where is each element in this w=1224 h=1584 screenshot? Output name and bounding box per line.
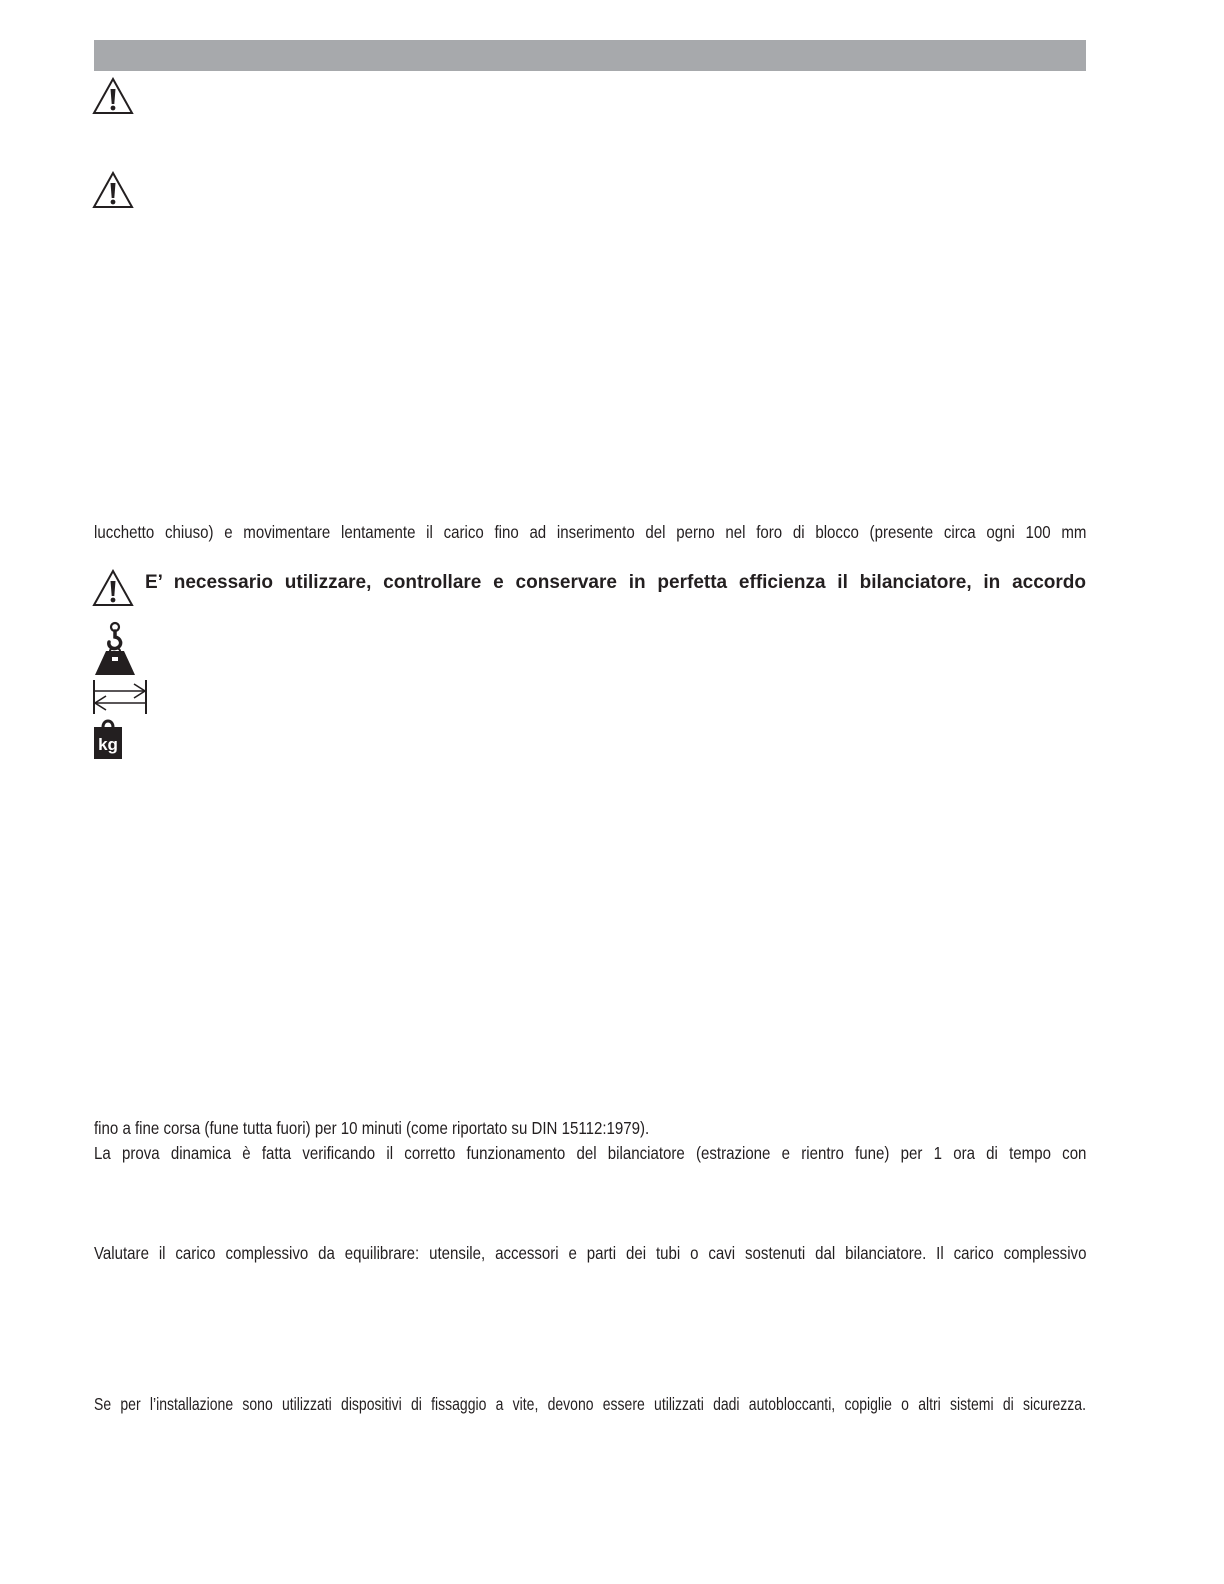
stroke-length-icon (93, 679, 149, 715)
hook-load-icon (93, 621, 137, 677)
section-header-bar (94, 40, 1086, 71)
warning-triangle-icon (92, 569, 134, 607)
paragraph-load-evaluation: Valutare il carico complessivo da equilibrare: utensile, accessori e parti dei tubi o cavi sostenuti dal bilanciatore. Il carico complessivo (94, 1243, 1087, 1263)
warning-triangle-icon (92, 171, 134, 209)
kg-label: kg (98, 735, 118, 754)
paragraph-lock-line: lucchetto chiuso) e movimentare lentamente il carico fino ad inserimento del perno nel foro di blocco (presente circa ogni 100 mm (94, 522, 1087, 542)
paragraph-screw-fixing: Se per l’installazione sono utilizzati dispositivi di fissaggio a vite, devono essere utilizzati dadi autobloccanti, copiglie o altri sistemi di sicurezza. (94, 1394, 1086, 1414)
paragraph-dynamic-test: La prova dinamica è fatta verificando il corretto funzionamento del bilanciatore (estrazione e rientro fune) per 1 ora di tempo con (94, 1143, 1087, 1163)
warning-bold-statement: E’ necessario utilizzare, controllare e conservare in perfetta efficienza il bilanciatore, in accordo (145, 572, 1086, 593)
kg-weight-icon (93, 718, 125, 760)
paragraph-static-test: fino a fine corsa (fune tutta fuori) per 10 minuti (come riportato su DIN 15112:1979). (94, 1118, 650, 1138)
warning-triangle-icon (92, 77, 134, 115)
